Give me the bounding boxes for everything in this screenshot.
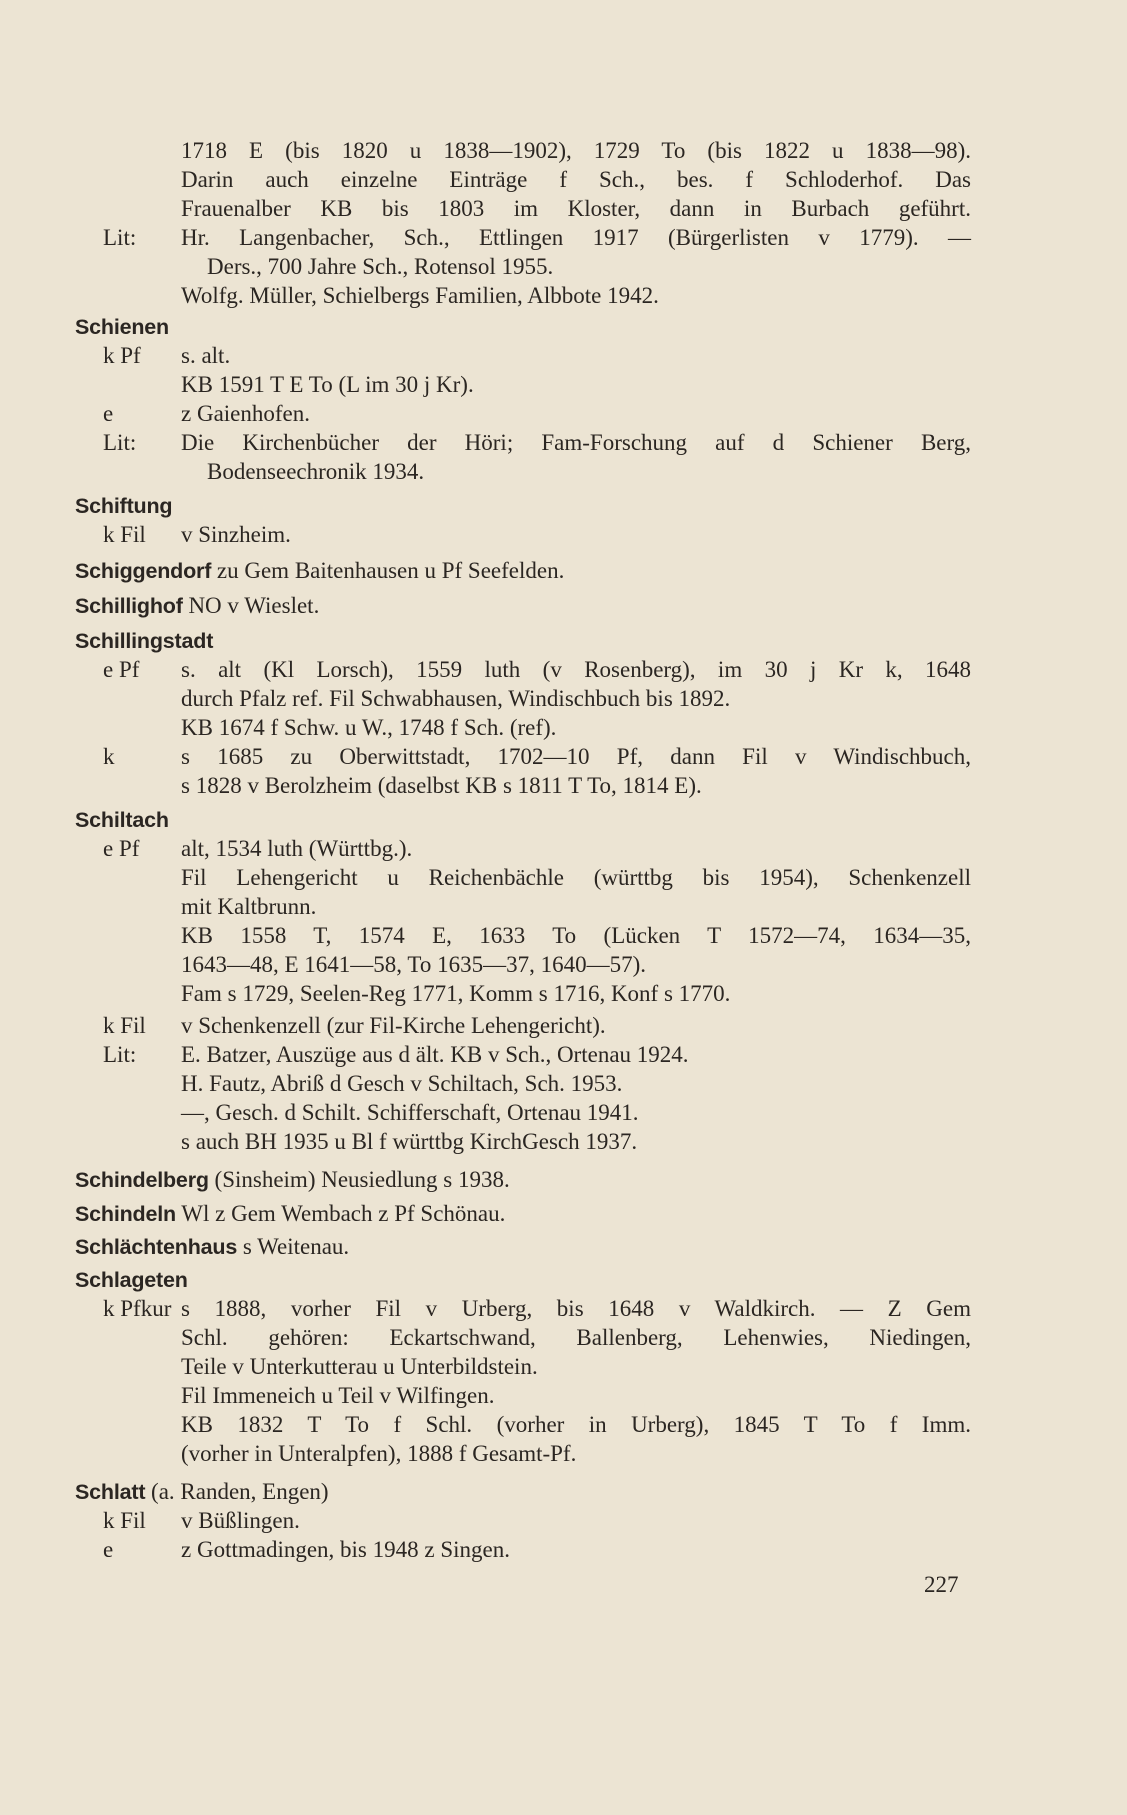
entry-label: e — [103, 1537, 114, 1562]
text-line: e z Gaienhofen. — [103, 401, 310, 426]
page-number: 227 — [924, 1572, 959, 1597]
text-line: KB 1832 T To f Schl. (vorher in Urberg), 1845 T To f Imm. — [181, 1412, 971, 1437]
entry-heading: Schiltach — [75, 808, 169, 832]
entry-label: k Fil — [103, 522, 146, 547]
entry-heading: Schlageten — [75, 1268, 188, 1292]
text-line: Lit: Die Kirchenbücher der Höri; Fam-Forschung auf d Schiener Berg, — [103, 430, 971, 455]
entry-label: k Fil — [103, 1013, 146, 1038]
entry-heading: Schiggendorf zu Gem Baitenhausen u Pf Seefelden. — [75, 558, 565, 583]
text-line: Lit: Hr. Langenbacher, Sch., Ettlingen 1917 (Bürgerlisten v 1779). — — [103, 225, 971, 250]
text-line: KB 1558 T, 1574 E, 1633 To (Lücken T 1572—74, 1634—35, — [181, 923, 971, 948]
text-line: Darin auch einzelne Einträge f Sch., bes. f Schloderhof. Das — [181, 167, 971, 192]
text-line: k Pf s. alt. — [103, 343, 231, 368]
text-line: Teile v Unterkutterau u Unterbildstein. — [181, 1354, 538, 1379]
entry-label: Lit: — [103, 1042, 137, 1067]
text-line: KB 1674 f Schw. u W., 1748 f Sch. (ref). — [181, 715, 557, 740]
entry-label: Lit: — [103, 430, 137, 455]
text-line: KB 1591 T E To (L im 30 j Kr). — [181, 372, 474, 397]
text-line: k Fil v Büßlingen. — [103, 1508, 300, 1533]
entry-label: k — [103, 744, 115, 769]
text-line: —, Gesch. d Schilt. Schifferschaft, Ortenau 1941. — [181, 1100, 639, 1125]
text-line: Wolfg. Müller, Schielbergs Familien, Albbote 1942. — [181, 283, 659, 308]
text-line: s 1828 v Berolzheim (daselbst KB s 1811 T To, 1814 E). — [181, 773, 702, 798]
entry-heading: Schienen — [75, 315, 169, 339]
entry-heading: Schlächtenhaus s Weitenau. — [75, 1234, 350, 1259]
text-line: Fil Immeneich u Teil v Wilfingen. — [181, 1383, 495, 1408]
text-line: e z Gottmadingen, bis 1948 z Singen. — [103, 1537, 510, 1562]
text-line: Lit: E. Batzer, Auszüge aus d ält. KB v Sch., Ortenau 1924. — [103, 1042, 689, 1067]
entry-label: e Pf — [103, 836, 140, 861]
entry-label: e Pf — [103, 657, 140, 682]
entry-heading: Schiftung — [75, 494, 173, 518]
text-line: e Pf alt, 1534 luth (Württbg.). — [103, 836, 413, 861]
entry-label: k Pf — [103, 343, 141, 368]
text-line: k Fil v Sinzheim. — [103, 522, 291, 547]
text-line: 1718 E (bis 1820 u 1838—1902), 1729 To (bis 1822 u 1838—98). — [181, 138, 971, 163]
entry-heading: Schindelberg (Sinsheim) Neusiedlung s 1938. — [75, 1167, 510, 1192]
text-line: Fam s 1729, Seelen-Reg 1771, Komm s 1716, Konf s 1770. — [181, 981, 731, 1006]
entry-heading: Schlatt (a. Randen, Engen) — [75, 1479, 329, 1504]
entry-label: k Pfkur — [103, 1296, 172, 1321]
entry-label: k Fil — [103, 1508, 146, 1533]
text-line: H. Fautz, Abriß d Gesch v Schiltach, Sch. 1953. — [181, 1071, 623, 1096]
entry-heading: Schillingstadt — [75, 629, 214, 653]
text-line: Bodenseechronik 1934. — [207, 459, 425, 484]
text-line: 1643—48, E 1641—58, To 1635—37, 1640—57). — [181, 952, 646, 977]
entry-heading: Schillighof NO v Wieslet. — [75, 593, 320, 618]
entry-heading: Schindeln Wl z Gem Wembach z Pf Schönau. — [75, 1201, 506, 1226]
text-line: mit Kaltbrunn. — [181, 894, 317, 919]
text-line: k Pfkur s 1888, vorher Fil v Urberg, bis 1648 v Waldkirch. — Z Gem — [103, 1296, 971, 1321]
text-line: Fil Lehengericht u Reichenbächle (württbg bis 1954), Schenkenzell — [181, 865, 971, 890]
entry-label: Lit: — [103, 225, 137, 250]
text-line: durch Pfalz ref. Fil Schwabhausen, Windischbuch bis 1892. — [181, 686, 731, 711]
text-line: k Fil v Schenkenzell (zur Fil-Kirche Lehengericht). — [103, 1013, 606, 1038]
text-line: Ders., 700 Jahre Sch., Rotensol 1955. — [207, 254, 554, 279]
text-line: s auch BH 1935 u Bl f württbg KirchGesch 1937. — [181, 1129, 638, 1154]
text-line: k s 1685 zu Oberwittstadt, 1702—10 Pf, dann Fil v Windischbuch, — [103, 744, 971, 769]
text-line: (vorher in Unteralpfen), 1888 f Gesamt-Pf. — [181, 1441, 577, 1466]
entry-label: e — [103, 401, 114, 426]
text-line: Schl. gehören: Eckartschwand, Ballenberg, Lehenwies, Niedingen, — [181, 1325, 971, 1350]
text-line: Frauenalber KB bis 1803 im Kloster, dann in Burbach geführt. — [181, 196, 971, 221]
text-line: e Pf s. alt (Kl Lorsch), 1559 luth (v Rosenberg), im 30 j Kr k, 1648 — [103, 657, 971, 682]
